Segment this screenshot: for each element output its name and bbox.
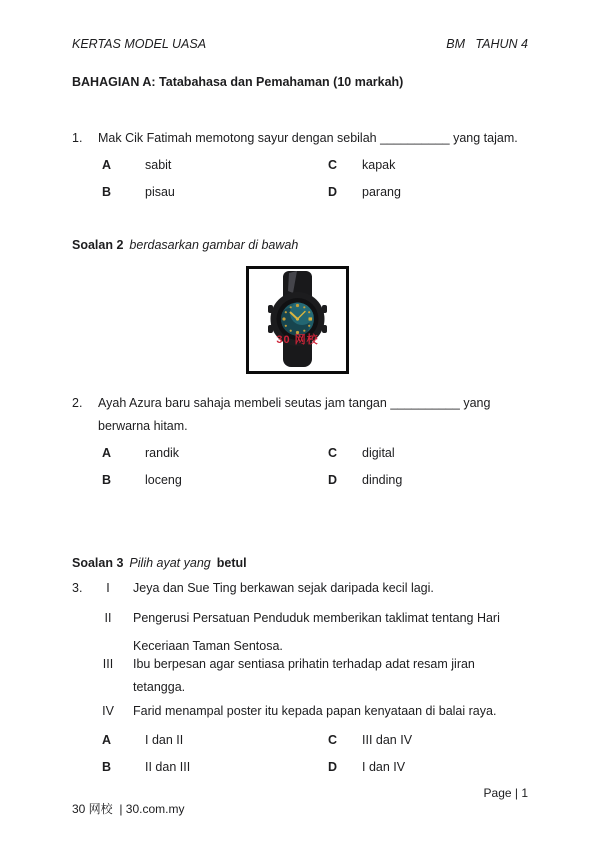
q2-option-c-text: digital — [362, 446, 395, 460]
q2-option-a-text: randik — [145, 446, 180, 460]
question-2-text-line2: berwarna hitam. — [98, 419, 188, 433]
q1-option-c-letter: C — [328, 158, 338, 172]
q3-option-a-letter: A — [102, 733, 112, 747]
soalan-3-label-bold2: betul — [216, 556, 247, 570]
soalan-2-label-italic: berdasarkan gambar di bawah — [129, 238, 299, 252]
q2-option-c-letter: C — [328, 446, 338, 460]
q3-option-a-text: I dan II — [145, 733, 184, 747]
q2-option-b-text: loceng — [145, 473, 182, 487]
section-title: BAHAGIAN A: Tatabahasa dan Pemahaman (10 markah) — [72, 75, 404, 89]
question-2-number: 2. — [72, 396, 83, 410]
q3-statement-2-numeral: II — [104, 611, 112, 625]
q3-option-d-text: I dan IV — [362, 760, 406, 774]
q3-option-c-text: III dan IV — [362, 733, 413, 747]
q2-option-b-letter: B — [102, 473, 112, 487]
question-3-number: 3. — [72, 581, 83, 595]
q3-option-b-text: II dan III — [145, 760, 191, 774]
soalan-3-label — [72, 555, 247, 571]
question-2-blank: __________ — [390, 396, 460, 410]
header-left-title: KERTAS MODEL UASA — [72, 37, 207, 51]
question-2-image-frame — [246, 266, 349, 374]
soalan-2-label — [72, 237, 298, 253]
q1-option-a-text: sabit — [145, 158, 172, 172]
q2-option-a-letter: A — [102, 446, 112, 460]
q3-statement-3-line2: tetangga. — [133, 680, 186, 694]
q2-option-d-letter: D — [328, 473, 338, 487]
question-1-after-blank: yang tajam. — [449, 131, 518, 145]
q3-statement-2-line1: Pengerusi Persatuan Penduduk memberikan taklimat tentang Hari — [133, 611, 500, 625]
q2-option-d-text: dinding — [362, 473, 403, 487]
q3-statement-1-text: Jeya dan Sue Ting berkawan sejak daripada kecil lagi. — [133, 581, 434, 595]
q1-option-b-letter: B — [102, 185, 112, 199]
question-1-before-blank: Mak Cik Fatimah memotong sayur dengan sebilah — [98, 131, 381, 145]
q3-statement-1-numeral: I — [106, 581, 110, 595]
header-right-subject: BM TAHUN 4 — [446, 37, 528, 51]
watch-icon — [249, 269, 346, 371]
q3-statement-3-numeral: III — [102, 657, 114, 671]
q1-option-d-text: parang — [362, 185, 401, 199]
q3-option-c-letter: C — [328, 733, 338, 747]
q3-statement-4-numeral: IV — [102, 704, 114, 718]
question-1-number: 1. — [72, 131, 83, 145]
q3-option-b-letter: B — [102, 760, 112, 774]
image-watermark: 30 网校 — [276, 334, 319, 346]
question-2-after-blank: yang — [459, 396, 491, 410]
q1-option-c-text: kapak — [362, 158, 396, 172]
q1-option-d-letter: D — [328, 185, 338, 199]
q3-option-d-letter: D — [328, 760, 338, 774]
question-1-blank: __________ — [380, 131, 450, 145]
question-1-text — [72, 130, 518, 146]
q1-option-b-text: pisau — [145, 185, 175, 199]
q3-statement-2-line2: Keceriaan Taman Sentosa. — [133, 639, 283, 653]
question-2-text-line1 — [72, 395, 490, 411]
soalan-3-label-bold: Soalan 3 — [72, 556, 124, 570]
soalan-3-label-italic: Pilih ayat yang — [129, 556, 211, 570]
question-2-before-blank: Ayah Azura baru sahaja membeli seutas jam tangan — [98, 396, 391, 410]
q3-statement-4-text: Farid menampal poster itu kepada papan kenyataan di balai raya. — [133, 704, 497, 718]
q1-option-a-letter: A — [102, 158, 112, 172]
soalan-2-label-bold: Soalan 2 — [72, 238, 124, 252]
footer-page-number: Page | 1 — [483, 786, 528, 800]
footer-brand: 30 网校 | 30.com.my — [72, 802, 185, 816]
q3-statement-3-line1: Ibu berpesan agar sentiasa prihatin terhadap adat resam jiran — [133, 657, 475, 671]
